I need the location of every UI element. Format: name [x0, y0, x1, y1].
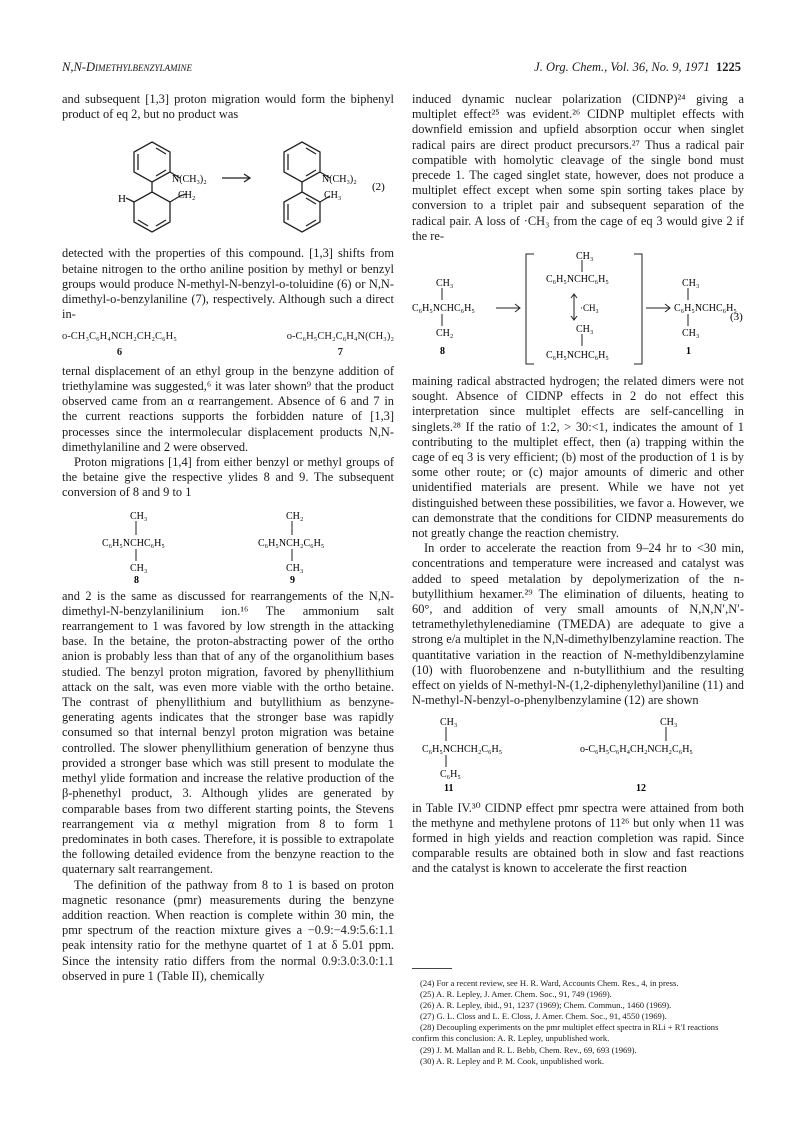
- paragraph: in Table IV.³⁰ CIDNP effect pmr spectra were attained from both the methyne and methylene protons of 11²⁶ but only when 11 was formed in high yields and reaction completion was rapid. Since comparable results are obtained both in slow and fast reactions and the catalyst is known to accelerate the first reaction: [412, 800, 744, 876]
- eq3-cage-arrow-label: ·CH₃: [580, 303, 599, 314]
- paragraph: and subsequent [1,3] proton migration would form the biphenyl product of eq 2, but no product was: [62, 92, 394, 122]
- equation-3-figure: [412, 250, 746, 368]
- footnote-rule: [412, 968, 452, 969]
- eq3-cage-top: CH₃: [576, 251, 594, 263]
- compound-number-11: 11: [444, 782, 454, 794]
- compounds-11-12: [412, 715, 744, 795]
- footnote: (27) G. L. Closs and L. E. Closs, J. Amer. Chem. Soc., 91, 4550 (1969).: [420, 1011, 667, 1022]
- journal-citation: [534, 60, 741, 75]
- paragraph: induced dynamic nuclear polarization (CIDNP)²⁴ giving a multiplet effect²⁵ was evident.²⁶ CIDNP multiplet effects with downfield emission and upfield absorption occur when singlet radical pairs are direct product precursors.²⁷ Thus a radical pair compatible with homolytic cleavage of the single bond must precede 1. The caged singlet state, however, does not produce a multiplet effect except when some spin sorting takes place by conversion to a triplet pair and subsequent separation of the radical pair. A loss of ·CH₃ from the cage of eq 3 would give 2 if the re-: [412, 92, 744, 243]
- eq3-right-top: CH₃: [682, 278, 700, 290]
- comp11-bottom: C₆H₅: [440, 768, 461, 780]
- paragraph: detected with the properties of this compound. [1,3] shifts from betaine nitrogen to the ortho aniline position by methyl or benzyl groups would produce N-methyl-N-benzyl-o-toluidine (6) or N,N-dimethyl-o-benzylaniline (7), respectively. Although such a direct in-: [62, 246, 394, 322]
- ylide9-mid: C₆H₅NCH₂C₆H₅: [258, 537, 325, 549]
- paragraph: In order to accelerate the reaction from 9–24 hr to <30 min, concentrations and temperature were increased and catalyst was added to speed metalation by depolymerization of the n-butyllithium hexamer.²⁹ The elimination of diluents, heating to 60°, and addition of very small amounts of N,N,N′,N′-tetramethylethylenediamine (TMEDA) are adequate to give a strong e/a multiplet in the N,N-dimethylbenzylamine reaction. The quantitative variation in the reaction of N-methyldibenzylamine (10) with fluorobenzene and n-butyllithium and the resulting effect on yields of N-methyl-N-(1,2-diphenylethyl)aniline (11) and N-methyl-N-benzyl-o-phenylbenzylamine (12) are shown: [412, 541, 744, 708]
- compound-number-6: 6: [116, 346, 123, 358]
- compound-number-8: 8: [440, 346, 445, 358]
- journal-name: J. Org. Chem., Vol. 36, No. 9, 1971: [534, 60, 710, 74]
- paragraph: maining radical abstracted hydrogen; the related dimers were not sought. Absence of CIDNP effects in 2 do not effect this interpretation since multiplet effects are self-cancelling in singlets.²⁸ If the ratio of 1:2, > 30:<1, indicates the amount of 1 contributing to the multiplet effect, then (a) trapping within the cage of eq 3 is very efficient; (b) most of the production of 1 is by some other route; or (c) major amounts of dimeric and other unidentified materials are present. While we have not yet distinguished between these possibilities, we favor a. However, we can demonstrate that the conditions for CIDNP measurements do not greatly change the reaction chemistry.: [412, 374, 744, 541]
- ylide9-top: CH₂: [286, 510, 304, 522]
- eq2-label-nme2-right: N(CH₃)₂: [322, 174, 357, 186]
- comp11-top: CH₃: [440, 716, 458, 728]
- eq3-cage-bottom: CH₃: [576, 324, 594, 336]
- ylides-8-9: [62, 507, 394, 583]
- eq3-number: (3): [730, 311, 743, 324]
- ylide8-mid: C₆H₅NCHC₆H₅: [102, 537, 165, 549]
- right-column: [412, 92, 744, 877]
- footnote: (24) For a recent review, see H. R. Ward, Accounts Chem. Res., 4, in press.: [420, 978, 679, 988]
- eq3-left-bottom: CH₂: [436, 328, 454, 340]
- eq3-cage-top2: C₆H₅NCHC₆H₅: [546, 274, 609, 286]
- compound-number-9: 9: [290, 574, 295, 583]
- formula-6: o-CH₃C₆H₄NCH₂CH₂C₆H₅ 6: [62, 329, 177, 359]
- eq2-label-ch2: CH₂: [178, 190, 196, 202]
- eq3-right-bottom: CH₃: [682, 328, 700, 340]
- formulas-6-7: [62, 329, 394, 359]
- compound-number-8: 8: [134, 574, 139, 583]
- footnote: (26) A. R. Lepley, ibid., 91, 1237 (1969); Chem. Commun., 1460 (1969).: [420, 1000, 672, 1011]
- paragraph: The definition of the pathway from 8 to 1 is based on proton magnetic resonance (pmr) measurements during the benzyne addition reaction. When reaction is complete within 30 min, the pmr spectrum of the reaction mixture gives a −0.9:−4.9:5.6:1.1 peak intensity ratio for the methyne quartet of 1 at δ 5.01 ppm. Since the intensity ratio differs from the normal 0.9:3.0:3.0:1.1 observed in pure 1 (Table II), chemically: [62, 877, 394, 983]
- ylide8-bottom: CH₃: [130, 562, 148, 574]
- equation-2-figure: [62, 128, 394, 240]
- compound-number-7: 7: [337, 346, 343, 358]
- paragraph: ternal displacement of an ethyl group in the benzyne addition of triethylamine was suggested,⁶ it was later shown⁹ that the product observed came from an α rearrangement. Absence of 6 and 7 in the current reactions supports the forbidden nature of [1,3] processes since the intermolecular displacement products N,N-dimethylaniline and 2 were observed.: [62, 363, 394, 454]
- compounds-figure: [412, 715, 746, 795]
- eq3-left-mid: C₆H₅NCHC₆H₅: [412, 303, 475, 315]
- eq2-label-ch3: CH₃: [324, 190, 342, 202]
- ylide9-bottom: CH₃: [286, 562, 304, 574]
- footnotes: [412, 978, 746, 1067]
- equation-2: [62, 128, 394, 240]
- page-number: 1225: [716, 60, 741, 74]
- eq2-label-h: H: [118, 193, 126, 206]
- eq3-cage-bottom2: C₆H₅NCHC₆H₅: [546, 350, 609, 362]
- paragraph: Proton migrations [1,4] from either benzyl or methyl groups of the betaine give the respective ylides 8 and 9. The subsequent conversion of 8 and 9 to 1: [62, 455, 394, 500]
- left-column: [62, 92, 394, 984]
- footnote: (25) A. R. Lepley, J. Amer. Chem. Soc., 91, 749 (1969).: [420, 989, 612, 1000]
- compound-number-12: 12: [636, 782, 646, 794]
- eq2-number: (2): [372, 181, 385, 194]
- eq2-label-nme2-left: N(CH₃)₂: [172, 174, 207, 186]
- ylides-figure: [62, 507, 394, 583]
- eq3-left-top: CH₃: [436, 278, 454, 290]
- running-title: N,N-Dimethylbenzylamine: [62, 60, 193, 74]
- paragraph: and 2 is the same as discussed for rearrangements of the N,N-dimethyl-N-benzylanilinium ion.¹⁶ The ammonium salt rearrangement to 1 was favored by low strength in the attacking base. In the betaine, the proton-abstracting power of the ortho anion is probably less than that of any of the organolithium bases studied. The benzyl proton migration, favored by phenyllithium attack on the salt, was even more viable with the ortho betaine. The contrast of phenyllithium and butyllithium as benzyne-generating agents indicates that the stronger base was rapidly consumed so that internal benzyl proton migration was betaine controlled. The slower phenyllithium generation of benzyne thus provided a stronger base which was still present to modulate the methyl ylide formation and increase the relative production of the β-phenethyl product, 3. Although ylides are generated by comparable bases from two different starting points, the Stevens rearrangement via α methyl migration from 8 to form 1 predominates in both cases. Therefore, it is possible to extrapolate the following detailed evidence from the benzyne reaction to the quaternary salt rearrangement.: [62, 588, 394, 877]
- ylide8-top: CH₃: [130, 510, 148, 522]
- equation-3: [412, 250, 744, 368]
- footnote: (30) A. R. Lepley and P. M. Cook, unpublished work.: [420, 1055, 605, 1066]
- eq3-right-mid: C₆H₅NCHC₆H₅: [674, 303, 737, 315]
- compound-number-1: 1: [686, 346, 691, 358]
- running-header: [62, 60, 741, 80]
- footnote: (28) Decoupling experiments on the pmr multiplet effect spectra in RLi + R′I reactions confirm this conclusion: A. R. Lepley, unpublished work.: [412, 1022, 719, 1044]
- formula-7: o-C₆H₅CH₂C₆H₄N(CH₃)₂ 7: [287, 329, 394, 359]
- comp11-mid: C₆H₅NCHCH₂C₆H₅: [422, 743, 503, 755]
- footnote: (29) J. M. Mallan and R. L. Bebb, Chem. Rev., 69, 693 (1969).: [420, 1044, 637, 1055]
- comp12-top: CH₃: [660, 716, 678, 728]
- comp12-mid: o-C₆H₅C₆H₄CH₂NCH₂C₆H₅: [580, 743, 693, 755]
